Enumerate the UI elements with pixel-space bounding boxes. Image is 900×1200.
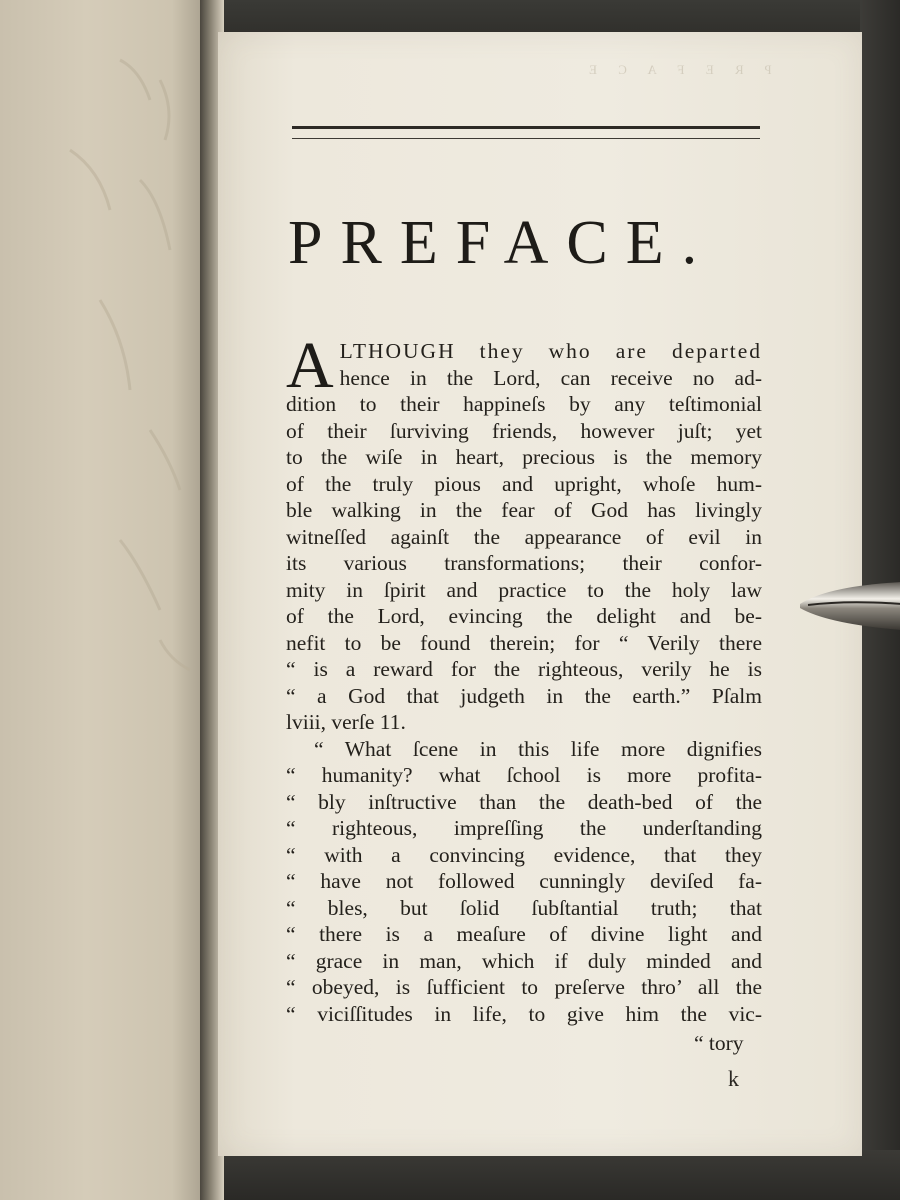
text-line: to the wiſe in heart, precious is the memory bbox=[286, 445, 762, 469]
text-line: witneſſed againſt the appearance of evil in bbox=[286, 524, 762, 549]
text-line: its various transformations; their confor- bbox=[286, 551, 762, 575]
text-line: ble walking in the fear of God has livingly bbox=[286, 498, 762, 522]
text-line: “ grace in man, which if duly minded and bbox=[286, 948, 762, 973]
text-line: LTHOUGH they who are departed bbox=[339, 339, 762, 363]
catchword: “ tory bbox=[694, 1031, 744, 1055]
header-rule-thick bbox=[292, 126, 760, 129]
text-line: “ bles, but ſolid ſubſtantial truth; that bbox=[286, 895, 762, 920]
header-rule-thin bbox=[292, 138, 760, 139]
text-line: “ humanity? what ſchool is more profita- bbox=[286, 763, 762, 787]
paragraph-2 bbox=[286, 736, 762, 1028]
text-line: of the truly pious and upright, whoſe hum- bbox=[286, 471, 762, 496]
page-title: PREFACE. bbox=[288, 209, 716, 277]
text-line: hence in the Lord, can receive no ad- bbox=[339, 365, 762, 390]
left-page bbox=[0, 0, 215, 1200]
drop-cap: A bbox=[286, 329, 334, 402]
text-line: nefit to be found therein; for “ Verily there bbox=[286, 630, 762, 655]
text-line: dition to their happineſs by any teſtimonial bbox=[286, 392, 762, 416]
text-line: “ is a reward for the righteous, verily he is bbox=[286, 657, 762, 681]
text-line: “ with a convincing evidence, that they bbox=[286, 842, 762, 867]
text-line: lviii, verſe 11. bbox=[286, 710, 406, 734]
text-line: “ What ſcene in this life more dignifies bbox=[314, 736, 762, 761]
preface-text bbox=[286, 329, 762, 1027]
text-line: “ righteous, impreſſing the underſtanding bbox=[286, 816, 762, 840]
text-line: “ there is a meaſure of divine light and bbox=[286, 922, 762, 946]
left-page-ghost-print bbox=[0, 0, 215, 1200]
text-line: “ bly inſtructive than the death-bed of the bbox=[286, 789, 762, 814]
text-line: “ obeyed, is ſufficient to preſerve thro’ all the bbox=[286, 975, 762, 999]
backdrop-bottom bbox=[200, 1150, 900, 1200]
text-line: mity in ſpirit and practice to the holy law bbox=[286, 577, 762, 602]
text-line: “ have not followed cunningly deviſed fa- bbox=[286, 869, 762, 893]
metal-bookmark-icon bbox=[798, 578, 900, 634]
text-line: “ a God that judgeth in the earth.” Pſalm bbox=[286, 683, 762, 708]
paragraph-1 bbox=[286, 329, 762, 736]
signature-mark: k bbox=[728, 1066, 739, 1091]
show-through-text: P R E F A C E bbox=[580, 62, 772, 77]
text-line: of their ſurviving friends, however juſt; yet bbox=[286, 418, 762, 443]
text-line: of the Lord, evincing the delight and be- bbox=[286, 604, 762, 628]
text-line: “ viciſſitudes in life, to give him the vic- bbox=[286, 1001, 762, 1026]
